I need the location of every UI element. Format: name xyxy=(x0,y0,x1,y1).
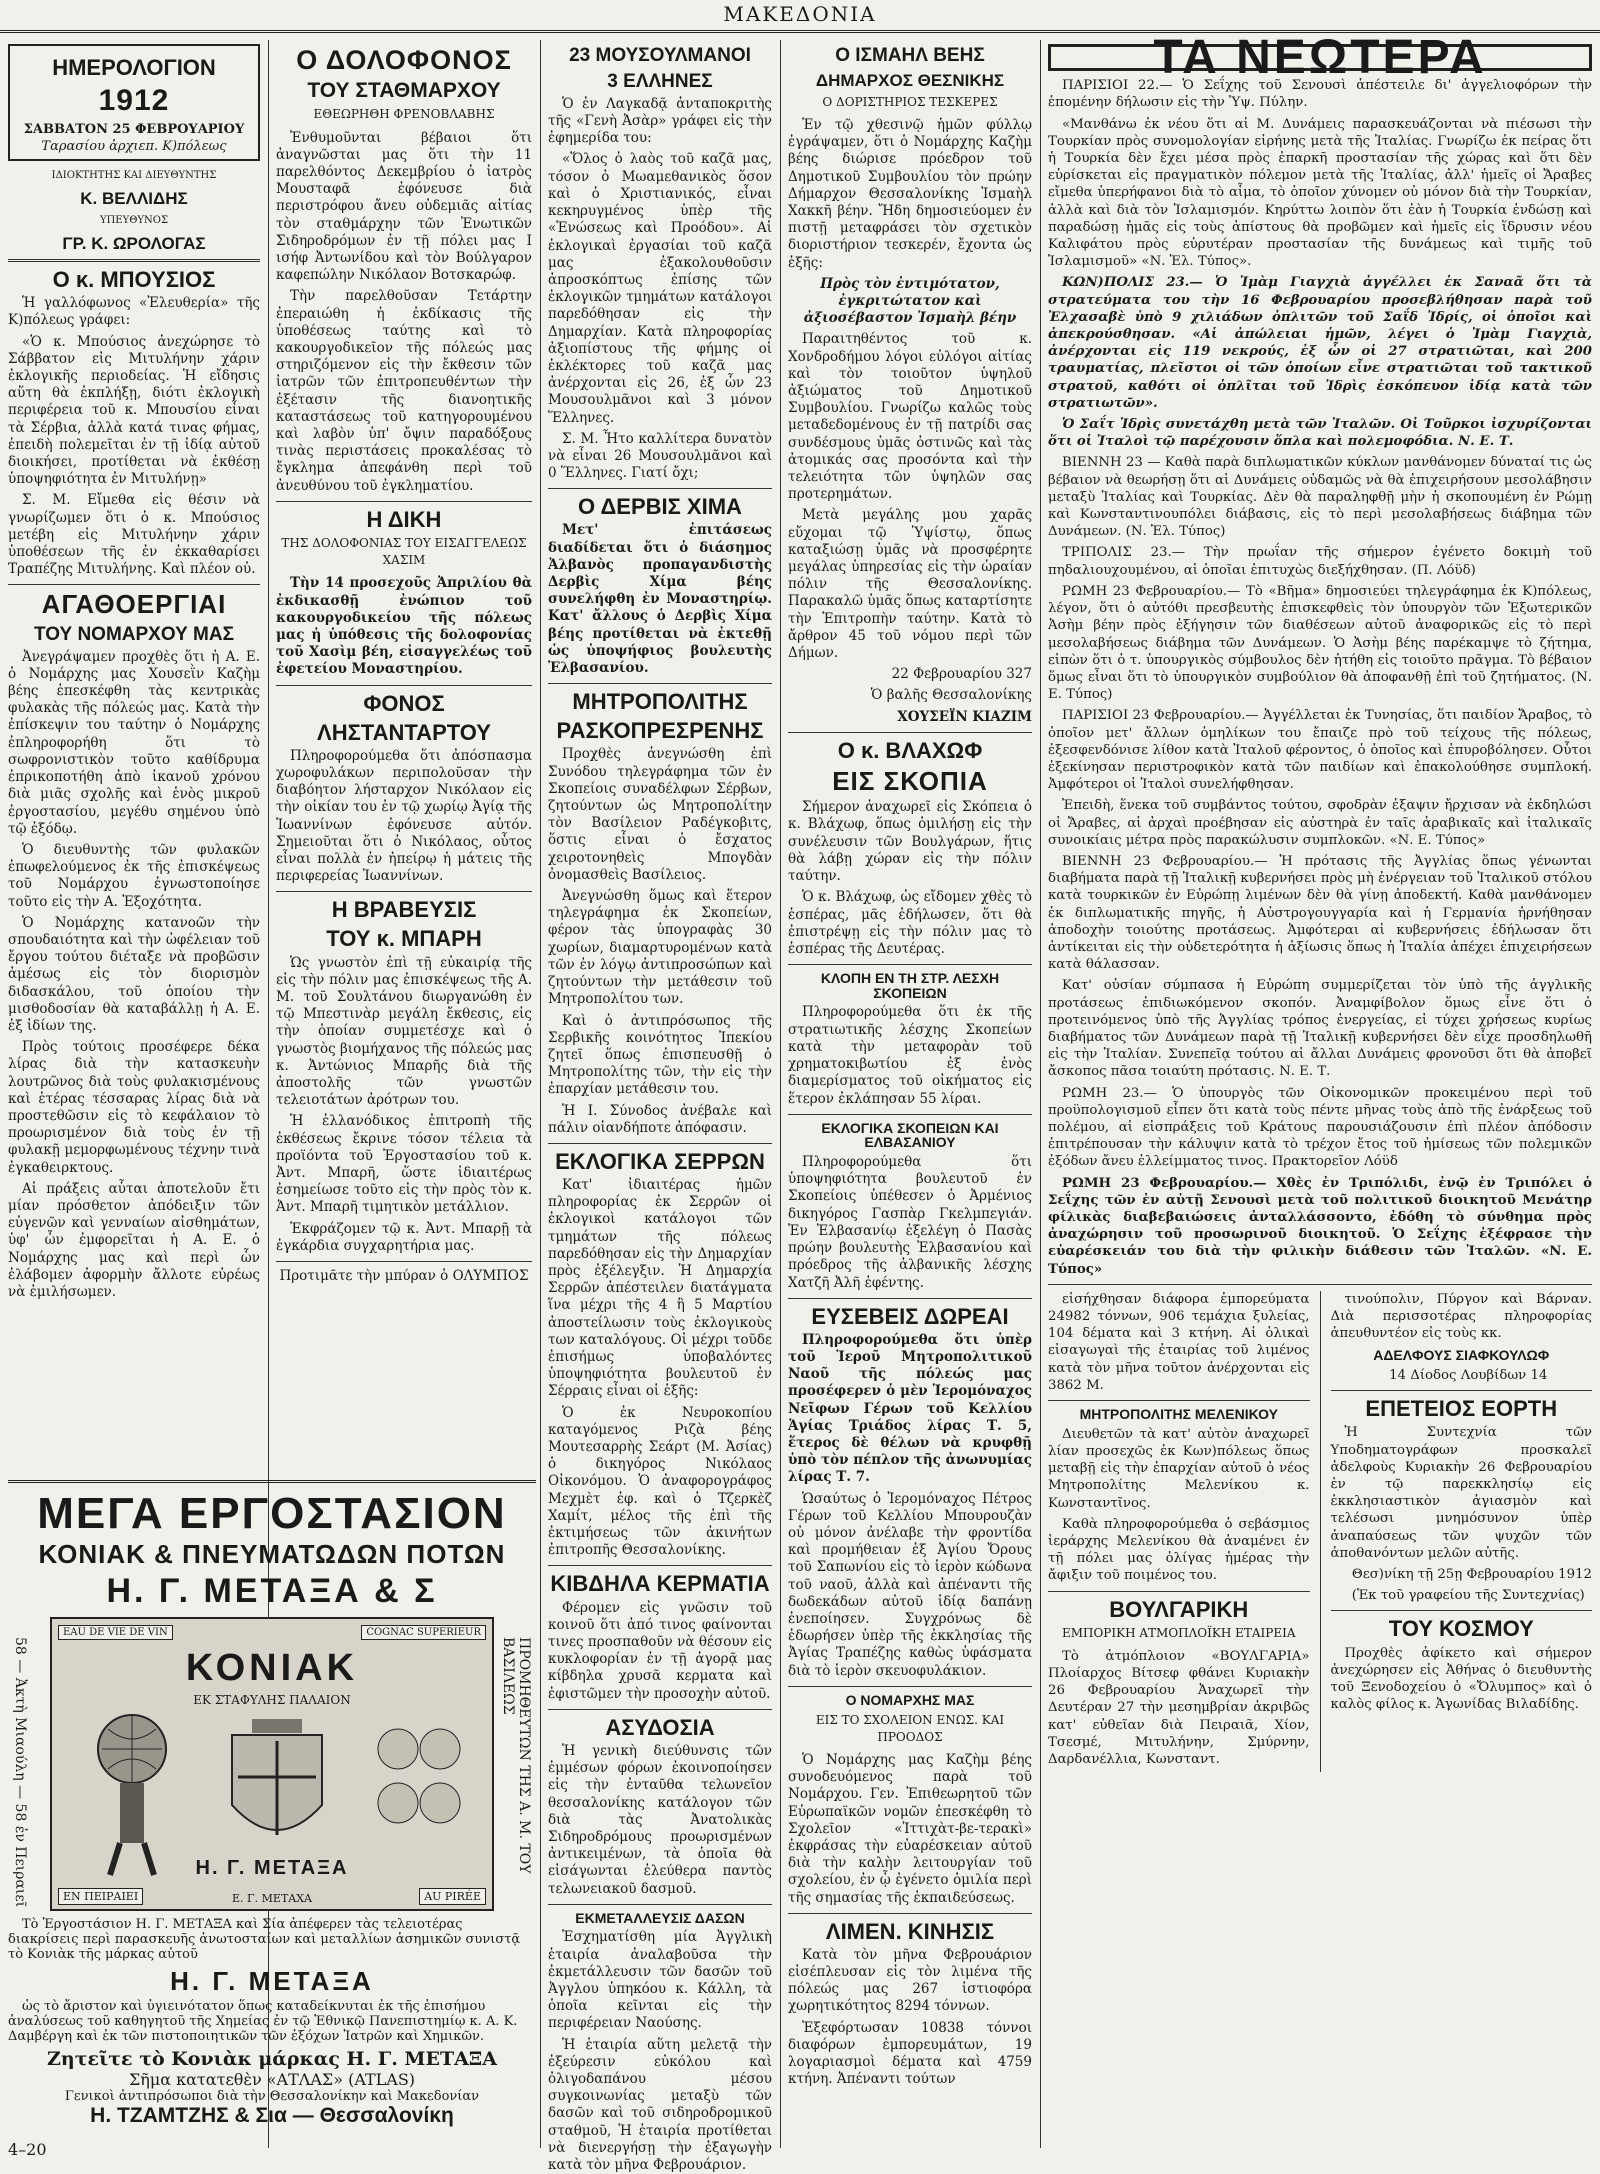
article-subheading: ΛΗΣΤΑΝΤΑΡΤΟΥ xyxy=(317,719,491,745)
column-4 xyxy=(788,40,1032,2150)
owner-label: ΙΔΙΟΚΤΗΤΗΣ ΚΑΙ ΔΙΕΥΘΥΝΤΗΣ xyxy=(51,170,217,181)
article-paragraph: «Ὅλος ὁ λαὸς τοῦ καζᾶ μας, τόσον ὁ Μωαμεθανικὸς ὅσον καὶ ὁ Χριστιανικός, εἶναι κεκηρυγμένος ὑπὲρ τῆς «Ἑνώσεως καὶ Προόδου». Αἱ ἐκλογικαὶ ἐργασίαι τοῦ καζᾶ μας ἐξακολουθοῦσιν ἀπροσκόπτως ἐπίσης τῶν ἐκλογικῶν τμημάτων κατάλογοι παρεδόθησαν εἰς τὴν Δημαρχίαν. Κατὰ πληροφορίας ἀξιοπίστους τῆς φήμης οἱ ἐκλέκτορες τοῦ καζᾶ μας ἀνέρχονται εἰς 26, ἐξ ὧν 23 Μουσουλμᾶνοι καὶ 3 μόνον Ἕλληνες. xyxy=(548,151,772,426)
article-paragraph: Μετὰ μεγάλης μου χαρᾶς εὔχομαι τῷ Ὑψίστῳ, ὅπως καταξιώσῃ ὑμᾶς νὰ προσφέρητε μεγάλας ὑπηρεσίας εἰς τὴν ὡραίαν πόλιν τῆς Θεσσαλονίκης. Παρακαλῶ ὑμᾶς ὅπως καταρτίσητε τὴν Ἐπιτροπὴν ταύτην. Κατὰ τὸ ἄρθρον 45 τοῦ νόμου περὶ τῶν Δήμων. xyxy=(788,507,1032,662)
label-corner-left: EAU DE VIE DE VIN xyxy=(58,1625,173,1640)
article-paragraph: Καὶ ὁ ἀντιπρόσωπος τῆς Σερβικῆς κοινότητος Ἰπεκίου ζητεῖ ὅπως ἐπισπευσθῇ ὁ Μητροπολίτης τῶν, τὴν εἰς τὴν ἐπαρχίαν μετάθεσιν του. xyxy=(548,1012,772,1098)
ad-agent-name: Η. ΤΖΑΜΤΖΗΣ & Σια — Θεσσαλονίκη xyxy=(90,2104,454,2128)
article-tagline: ΕΜΠΟΡΙΚΗ ΑΤΜΟΠΛΟΪΚΗ ΕΤΑΙΡΕΙΑ xyxy=(1061,1625,1296,1640)
article-paragraph: Ἐκφράζομεν τῷ κ. Ἀντ. Μπαρῇ τὰ ἐγκάρδια συγχαρητήρια μας. xyxy=(276,1220,532,1254)
article-paragraph: Ὁ Νομάρχης κατανοῶν τὴν σπουδαιότητα καὶ τὴν ὠφέλειαν τοῦ ἔργου τούτου διέταξε νὰ προβῶσιν ἀμέσως εἰς τὸν διορισμὸν διδασκάλου, τοῦ ὁποίου τὴν μισθοδοσίαν θὰ καταβάλλῃ ἡ Α. Ε. ἐξ ἰδίων της. xyxy=(8,914,260,1034)
editor-name: ΓΡ. Κ. ΩΡΟΛΟΓΑΣ xyxy=(62,234,206,254)
ad-body: ὡς τὸ ἄριστον καὶ ὑγιεινότατον ὅπως καταδείκνυται ἐκ τῆς ἐπισήμου ἀναλύσεως τοῦ καθηγητοῦ τῆς Χημείας ἐν τῷ Ἐθνικῷ Πανεπιστημίῳ κ. Α. Κ. Δαμβέργη καὶ ἐκ τῶν πιστοποιητικῶν τῶν ἐξόχων Ἰατρῶν καὶ Χημικῶν. xyxy=(8,1999,518,2045)
ad-body: Τὸ Ἐργοστάσιον Η. Γ. ΜΕΤΑΞΑ καὶ Σία ἀπέφερεν τὰς τελειοτέρας διακρίσεις περὶ παρασκευῆς ἀνωτοσταίων καὶ μεταλλίων ἀσημικῶν συνιστᾷ τὸ Κονιὰκ τῆς μάρκας αὐτοῦ xyxy=(8,1917,521,1962)
calendar-box xyxy=(8,44,260,161)
article-paragraph: Πρὸς τούτοις προσέφερε δέκα λίρας διὰ τὴν κατασκευὴν λουτρῶνος διὰ τοὺς φυλακισμένους καὶ ἑτέρας τέσσαρας λίρας διὰ νὰ προστεθῶσιν εἰς τὸ κεφάλαιον τὸ προωρισμένον διὰ τοὺς ἐν τῇ φυλακῇ μεμορφωμένους τέχνην τινὰ ἐγκαθειρκτους. xyxy=(8,1039,260,1176)
news-item: εἰσήχθησαν διάφορα ἐμπορεύματα 24982 τόννων, 906 τεμάχια ξυλείας, 104 δέματα καὶ 3 κτήνη. Αἱ ὁλικαὶ εἰσαγωγαὶ τῆς ἐταιρίας τοῦ λιμένος κατὰ τὸν μῆνα τοῦτον ἀνέρχονται εἰς 3862 Μ. xyxy=(1048,1291,1310,1393)
article-paragraph: Πληροφορούμεθα ὅτι ἐκ τῆς στρατιωτικῆς λέσχης Σκοπείων κατὰ τὴν μεταφορὰν τοῦ χρηματοκιβωτίου ἐξ ἑνὸς διαμερίσματος τοῦ οἰκήματος εἰς ἕτερον ἐκλάπησαν 55 λίραι. xyxy=(788,1004,1032,1107)
article-paragraph: Προχθὲς ἀφίκετο καὶ σήμερον ἀνεχώρησεν εἰς Ἀθήνας ὁ διευθυντὴς τοῦ Ξενοδοχείου ὁ «Ὄλυμπος» καὶ ὁ καλὸς φίλος κ. Ἀγωνίδας Βιλαδίδης. xyxy=(1330,1645,1592,1713)
ad-agents: Γενικοὶ ἀντιπρόσωποι διὰ τὴν Θεσσαλονίκην καὶ Μακεδονίαν xyxy=(64,2089,480,2105)
column-1 xyxy=(8,40,260,1470)
editor-label: ΥΠΕΥΘΥΝΟΣ xyxy=(99,215,169,227)
ad-ask: Ζητεῖτε τὸ Κονιὰκ μάρκας Η. Γ. ΜΕΤΑΞΑ xyxy=(47,2048,497,2071)
column-rule xyxy=(540,40,541,2148)
column-rule xyxy=(1040,40,1041,2148)
article-paragraph: Ὡς γνωστὸν ἐπὶ τῇ εὐκαιρίᾳ τῆς εἰς τὴν πόλιν μας ἐπισκέψεως τῆς Α. Μ. τοῦ Σουλτάνου διωργανώθη ἐν τῷ Μπεστινὰρ μεγάλη ἔκθεσις, εἰς τὴν ὁποίαν συμμετέσχε καὶ ὁ γνωστὸς βιομήχανος τῆς πόλεώς μας κ. Ἀντώνιος Μπαρῆς διὰ τῆς ἀποστολῆς τῶν γνωστῶν τελειοτάτων ἀρότρων του. xyxy=(276,954,532,1109)
article-heading: ΑΓΑΘΟΕΡΓΙΑΙ xyxy=(41,589,227,620)
label-bottom-right: AU PIRÉE xyxy=(419,1888,486,1905)
masthead: ΜΑΚΕΔΟΝΙΑ xyxy=(0,0,1600,33)
article-paragraph: Καθὰ πληροφορούμεθα ὁ σεβάσμιος ἱεράρχης Μελενίκου θὰ ἀναμένει ἐν τῇ πόλει μας ὀλίγας ἡμέρας τὴν ἄφιξιν τοῦ ποιμένος του. xyxy=(1048,1516,1310,1584)
article-paragraph: Σ. Μ. Ἦτο καλλίτερα δυνατὸν νὰ εἶναι 26 Μουσουλμᾶνοι καὶ 0 Ἕλληνες. Γιατί ὄχι; xyxy=(548,430,772,482)
article-heading: Ο κ. ΜΠΟΥΣΙΟΣ xyxy=(52,267,216,293)
atlas-figure-icon xyxy=(72,1709,192,1879)
article-paragraph: Φέρομεν εἰς γνῶσιν τοῦ κοινοῦ ὅτι ἀπό τινος φαίνονται τινες προσπαθοῦν νὰ θέσουν εἰς κυκλοφορίαν ἐν τῇ ἀγορᾷ μας κίβδηλα χρυσᾶ κερματα καὶ ἐφιστῶμεν τὴν προσοχὴν αὐτοῦ. xyxy=(548,1599,772,1702)
news-item: ΠΑΡΙΣΙΟΙ 22.— Ὁ Σεΐχης τοῦ Σενουσὶ ἀπέστειλε δι' ἀγγελιοφόρων τὴν ἑπομένην δήλωσιν εἰς τὴν Ὑψ. Πύλην. xyxy=(1048,78,1592,111)
bottom-left xyxy=(1048,1291,1310,1772)
news-item: ΠΑΡΙΣΙΟΙ 23 Φεβρουαρίου.— Ἀγγέλλεται ἐκ Τυνησίας, ὅτι παιδίον Ἄραβος, τὸ ὁποῖον μετ' ἄλλων ὁμηλίκων του ἔπαιζε πρὸ τοῦ τείχους τῆς πόλεως, ἐξεσφενδόνισε λίθον κατὰ Ἰταλοῦ φέροντος, ὁ ὁποῖος καὶ ἐπυροβόλησεν. Οὗτοι ἐξεκίνησαν περιστροφικὸν κατὰ τῶν παιδίων καὶ ἐπακολούθησε συμπλοκή. Ἀμφότεροι οἱ Ἰταλοὶ συνελήφθησαν. xyxy=(1048,708,1592,793)
article-date: Θεσ)νίκη τῇ 25ῃ Φεβρουαρίου 1912 xyxy=(1351,1567,1592,1583)
news-item: ΒΙΕΝΝΗ 23 — Καθὰ παρὰ διπλωματικῶν κύκλων μανθάνομεν δύναταί τις ὡς βέβαιον νὰ θεωρήσῃ ὅτι αἱ Δυνάμεις οὐδαμῶς νὰ θὰ ἐπιχειρήσουν μεσολάβησιν μεταξὺ Ἰταλίας καὶ Τουρκίας. Δὲν θὰ παραληφθῇ μὴν ἡ σκοπουμένη ἐν Ρώμῃ καὶ Κωνσταντινουπόλει διάβασις, εἰς τὸ περὶ μεσολαβήσεως διάβημα τῶν Δυνάμεων. (Ν. Ἐλ. Τύπος) xyxy=(1048,455,1592,540)
label-maker: Η. Γ. ΜΕΤΑΞΑ xyxy=(195,1857,349,1879)
article-heading: ΜΗΤΡΟΠΟΛΙΤΗΣ xyxy=(572,689,748,715)
beer-notice: Προτιμᾶτε τὴν μπύραν ὁ ΟΛΥΜΠΟΣ xyxy=(279,1268,529,1285)
article-heading: ΒΟΥΛΓΑΡΙΚΗ xyxy=(1109,1596,1249,1622)
article-heading: Η ΔΙΚΗ xyxy=(366,506,442,532)
article-paragraph: Ὡσαύτως ὁ Ἱερομόναχος Πέτρος Γέρων τοῦ Κελλίου Μπουρουζὰν οὐ μόνον ἀνέλαβε τὴν φροντίδα καὶ προμήθειαν ἐξ Ἀγίου Ὄρους τοῦ Σαπωνίου εἰς τὸ ἱερὸν κώδωνα τοῦ ναοῦ, ἀλλὰ καὶ ἀπέναντι τῆς δωδεκάδων αὐτοῦ ἰδίᾳ δαπάνῃ ἐνεποίησεν. Συγχρόνως δὲ ἐδωρήσεν ὑπὲρ τῆς ἐκκλησίας τῆς Ἀγίας Τραπέζης καθὼς ὑφάσματα διὰ τὸ ἱερὸν σκευοφυλάκιον. xyxy=(788,1490,1032,1679)
article-heading: Ο ΙΣΜΑΗΛ ΒΕΗΣ xyxy=(835,45,985,66)
ad-maker: Η. Γ. ΜΕΤΑΞΑ & Σ xyxy=(106,1572,438,1610)
article-heading: Ο ΝΟΜΑΡΧΗΣ ΜΑΣ xyxy=(845,1691,975,1708)
ad-subtitle: ΚΟΝΙΑΚ & ΠΝΕΥΜΑΤΩΔΩΝ ΠΟΤΩΝ xyxy=(38,1539,506,1569)
news-item: Ἐπειδὴ, ἕνεκα τοῦ συμβάντος τούτου, σφοδρὰν ἐξαψιν ἤρχισαν νὰ ἐκδηλώσι οἱ Ἄραβες, αἱ ἀρχαὶ προέβησαν εἰς αὐστηρὰ ἐν ταῖς ἀραβικαῖς καὶ ἰταλικαῖς συνοικίαις μέτρα πρὸς παρακώλυσιν συμπλοκῶν. «Ν. Ε. Τύπος» xyxy=(1048,798,1592,848)
article-paragraph: Πληροφορούμεθα ὅτι ἀπόσπασμα χωροφυλάκων περιπολοῦσαν τὴν διαβόητον λήσταρχον Νικόλαον εἰς τὴν οἰκίαν του ἐν τῷ χωρίῳ Ἀγίᾳ τῆς Ἰωαννίνων ἐφόνευσε αὐτόν. Σημειοῦται ὅτι ὁ Νικόλαος, οὗτος εἶναι πολλὰ ἐν ἠπείρῳ ἡ μάτεις τῆς περιφερείας Ἰωαννίνων. xyxy=(276,747,532,885)
article-subheading: ΔΗΜΑΡΧΟΣ ΘΕΣΝΙΚΗΣ xyxy=(815,70,1005,90)
label-bottom-mid: Ε. Γ. ΜΕΤΑΧΑ xyxy=(232,1892,312,1905)
news-item: ΡΩΜΗ 23 Φεβρουαρίου.— Χθὲς ἐν Τριπόλιδι, ἐνῷ ἐν Τριπόλει ὁ Σεΐχης τῶν ἐν αὐτῇ Σενουσὶ μετὰ τοῦ πολιτικοῦ διοικητοῦ Μενάτηρ φίλικὰς διαβεβαιώσεις ἀνταλλάσσοντο, ἐδόθη τὸ σύνθημα πρὸς ἀναχώρησιν τοῦ προσωρινοῦ διοικητοῦ. Ὁ Σεΐχης ἐξέφρασε τὴν εὐαρέσκειάν του διὰ τὴν φιλικὴν διάθεσιν τῶν Ἰταλῶν. «Ν. Ε. Τύπος» xyxy=(1048,1175,1592,1277)
article-paragraph: τινούπολιν, Πύργον καὶ Βάρναν. Διὰ περισσοτέρας πληροφορίας ἀπευθυντέον εἰς τοὺς κκ. xyxy=(1330,1291,1592,1342)
article-paragraph: Πρὸς τὸν ἐντιμότατον, ἐγκριτώτατον καὶ ἀξιοσέβαστον Ἰσμαὴλ βέην xyxy=(803,275,1017,327)
article-heading: ΑΣΥΔΟΣΙΑ xyxy=(605,1714,715,1740)
article-heading: 23 ΜΟΥΣΟΥΛΜΑΝΟΙ xyxy=(569,45,751,66)
article-paragraph: Ἐνθυμοῦνται βέβαιοι ὅτι ἀναγνῶσται μας ὅτι τὴν 11 παρελθόντος Δεκεμβρίου ὁ ἰατρὸς Μουσταφᾶ ἐφόνευσε διὰ περιστρόφου ἄνευ οὐδεμιᾶς αἰτίας τὸν σταθμάρχην τῶν Ἐνωτικῶν Σιδηροδρόμων ἐν τῇ πόλει μας Ι ισήφ Ἀντωνίδου καὶ τὸν Βούλγαρον καφεπώλην Νικόλαον Βοτσκαρώφ. xyxy=(276,129,532,284)
article-paragraph: 14 Δίοδος Λουβίδων 14 xyxy=(1389,1368,1548,1384)
label-bottom-left: ΕΝ ΠΕΙΡΑΙΕΙ xyxy=(58,1888,143,1905)
article-subheading: ΕΙΣ ΣΚΟΠΙΑ xyxy=(832,765,988,796)
article-tagline: ΕΘΕΩΡΗΘΗ ΦΡΕΝΟΒΛΑΒΗΣ xyxy=(313,107,495,122)
coat-of-arms-icon xyxy=(212,1715,342,1865)
article-paragraph: Τὴν 14 προσεχοῦς Ἀπριλίου θὰ ἐκδικασθῇ ἐνώπιον τοῦ κακουργοδικείου τῆς πόλεως μας ἡ ὑπόθεσις τῆς δολοφονίας τοῦ Χασὶμ βέη, εἰσαγγελέως τοῦ ἐφετείου Μοναστηρίου. xyxy=(276,575,532,678)
label-corner-right: COGNAC SUPERIEUR xyxy=(361,1625,486,1640)
article-paragraph: Σ. Μ. Εἴμεθα εἰς θέσιν νὰ γνωρίζωμεν ὅτι ὁ κ. Μπούσιος μετέβη εἰς Μιτυλήνην χάριν ὑποθέσεων τῆς ἐν ἐκκαθαρίσει Τραπέζης Μιτυλήνης. Καὶ πλέον οὐ. xyxy=(8,492,260,578)
article-subheading: ΤΟΥ ΣΤΑΘΜΑΡΧΟΥ xyxy=(307,79,501,103)
article-paragraph: Πληροφορούμεθα ὅτι ὑποψηφιότητα βουλευτοῦ ἐν Σκοπείοις ὑπέθεσεν ὁ Ἀρμένιος δικηγόρος Γασπὰρ Γκελμπεγιάν. Ἐν Ἐλβασανίῳ ἐξελέγη ὁ Πασὰς πρώην βουλευτὴς Ἐλβασανίου καὶ πρόεδρος τῆς ἀλβανικῆς λέσχης Χατζῆ Ἀλῆ ἐφέντης. xyxy=(788,1154,1032,1291)
article-heading: ΚΛΟΠΗ ΕΝ ΤΗ ΣΤΡ. ΛΕΣΧΗ ΣΚΟΠΕΙΩΝ xyxy=(820,970,1000,1001)
ad-address-vertical: 58 — Ἀκτὴ Μιαούλη — 58 ἐν Πειραιεῖ xyxy=(12,1637,28,1908)
article-paragraph: Ἐσχηματίσθη μία Ἀγγλικὴ ἑταιρία ἀναλαβοῦσα τὴν ἐκμετάλλευσιν τῶν δασῶν τοῦ Ἀγγλου ὑπηκόου κ. Κάλλη, τὰ ὁποῖα κεῖνται εἰς τὴν περιφέρειαν Ναούσης. xyxy=(548,1929,772,2032)
article-paragraph: Παραιτηθέντος τοῦ κ. Χονδροδήμου λόγοι εὐλόγοι αἰτίας καὶ τὸν τοιοῦτον ὑψηλοῦ ἀξιώματος τοῦ Δημοτικοῦ Συμβουλίου. Γνωρίζω καλῶς τοὺς μεταδεδομένους ἐν τῇ πατρίδι σας συνδέσμους ὑμᾶς ὀστινῶς καὶ τὰς ἀτομικάς σας προσόντα καὶ τὴν τελειότητα τῶν ὑψηλῶν σας προτερημάτων. xyxy=(788,331,1032,503)
article-signature-title: Ὁ βαλῆς Θεσσαλονίκης xyxy=(870,687,1032,704)
article-heading: ΕΥΣΕΒΕΙΣ ΔΩΡΕΑΙ xyxy=(811,1303,1009,1329)
article-heading: Ο κ. ΒΛΑΧΩΦ xyxy=(837,737,983,763)
column-rule xyxy=(780,40,781,2148)
news-item: ΡΩΜΗ 23.— Ὁ ὑπουργὸς τῶν Οἰκονομικῶν προκειμένου περὶ τοῦ προϋπολογισμοῦ εἶπεν ὅτι κατὰ τοὺς πέντε μῆνας τοὺς ἀπὸ τῆς ἐνάρξεως τοῦ πολέμου, αἱ εἰσπράξεις τοῦ Κράτους παρουσιάζουσιν ἐπὶ πλέον ἀπόδοσιν ἐπιτρέπουσαν τὴν κάλυψιν κατὰ τὸ τρέχον ἔτος τοῦ ἡμίσεως τῶν πολεμικῶν ἐξόδων ἄνευ ἐλλείμματος τινος. Πρακτορεῖον Λόϋδ xyxy=(1048,1085,1592,1170)
ad-title: ΜΕΓΑ ΕΡΓΟΣΤΑΣΙΟΝ xyxy=(37,1489,507,1538)
bottom-right xyxy=(1331,1291,1593,1772)
article-paragraph: Τὴν παρελθοῦσαν Τετάρτην ἐπεραιώθη ἡ ἐκδίκασις τῆς ὑποθέσεως ταύτης καὶ τὸ κακουργοδικεῖον τῆς πόλεώς μας στηριζόμενον εἰς τὴν ἔκθεσιν τῶν ἰατρῶν τῶν ἐπιτροπευθέντων τὴν ἐξέτασιν τῆς διανοητικῆς καταστάσεως τοῦ κατηγορουμένου καὶ λαβὸν ὑπ' ὄψιν παραδόξους τινὰς περιστάσεις προκαλέσας τὸ ἔγκλημα ἀπεφάνθη περὶ τοῦ ἀνευθύνου τοῦ ἐγκληματίου. xyxy=(276,288,532,494)
owner-name: Κ. ΒΕΛΛΙΔΗΣ xyxy=(80,189,188,209)
article-paragraph: Ὁ διευθυντὴς τῶν φυλακῶν ἐπωφελούμενος ἐκ τῆς ἐπισκέψεως τοῦ Νομάρχου ἐγνωστοποίησε τοῦτο εἰς τὴν Α. Ἐξοχότητα. xyxy=(8,841,260,910)
article-tagline: ΤΗΣ ΔΟΛΟΦΟΝΙΑΣ ΤΟΥ ΕΙΣΑΓΓΕΛΕΩΣ ΧΑΣΙΜ xyxy=(281,535,527,568)
article-paragraph: Ἡ ἑταιρία αὕτη μελετᾷ τὴν ἐξεύρεσιν εὐκόλου καὶ ὀλιγοδαπάνου μέσου συγκοινωνίας μεταξὺ τῶν δασῶν καὶ τοῦ σιδηροδρομικοῦ σταθμοῦ, Ἡ ἑταιρία προτίθεται νὰ διενεργήσῃ τὴν ἐξαγωγὴν κατὰ τὸν μῆνα Φεβρουάριον. xyxy=(548,2036,772,2174)
ad-maker-repeat: Η. Γ. ΜΕΤΑΞΑ xyxy=(170,1966,374,1996)
article-heading: ΦΟΝΟΣ xyxy=(363,690,445,716)
article-signature: ΧΟΥΣΕΪΝ ΚΙΑΖΙΜ xyxy=(897,708,1032,725)
metaxa-advertisement xyxy=(8,1480,536,2153)
article-heading: ΤΟΥ ΚΟΣΜΟΥ xyxy=(1388,1616,1534,1642)
article-paragraph: Ὁ κ. Βλάχωφ, ὡς εἴδομεν χθὲς τὸ ἑσπέρας, μᾶς ἐδήλωσεν, ὅτι θὰ ἐπιστρέψῃ εἰς τὴν πόλιν μας τὸ ἑσπέρας τῆς Δευτέρας. xyxy=(788,889,1032,957)
article-subheading: 3 ΕΛΛΗΝΕΣ xyxy=(607,70,713,92)
article-tagline: Ο ΔΟΡΙΣΤΗΡΙΟΣ ΤΕΣΚΕΡΕΣ xyxy=(822,94,998,109)
article-paragraph: Ἐν τῷ χθεσινῷ ἡμῶν φύλλῳ ἐγράψαμεν, ὅτι ὁ Νομάρχης Καζὴμ βέης διώρισε πρόεδρον τοῦ Δημοτικοῦ Συμβουλίου τὸν πρώην Δήμαρχον Θεσσαλονίκης Ἰσμαὴλ Χακκῆ βέην. Ἤδη δημοσιεύομεν ἐν πιστῇ μεταφράσει τὸν σχετικὸν διοριστήριον τεσκερέν, ἔχοντα ὡς ἑξῆς: xyxy=(788,116,1032,271)
label-subtitle: ΕΚ ΣΤΑΦΥΛΗΣ ΠΑΛΑΙΟΝ xyxy=(193,1693,351,1707)
article-paragraph: Ἡ Ι. Σύνοδος ἀνέβαλε καὶ πάλιν οἱανδήποτε ἀπόφασιν. xyxy=(548,1102,772,1136)
article-paragraph: Πληροφορούμεθα ὅτι ὑπὲρ τοῦ Ἱεροῦ Μητροπολιτικοῦ Ναοῦ τῆς πόλεώς μας προσέφερεν ὁ μὲν Ἱερομόναχος Νεῖφων Γέρων τοῦ Κελλίου Ἁγίας Τριάδος λίρας Τ. 5, ἕτερος δὲ θέλων νὰ κρυφθῇ ὑπὸ τὸν πέπλον τῆς ἀνωνυμίας λίρας Τ. 7. xyxy=(788,1331,1032,1486)
calendar-saint: Ταρασίου ἀρχιεπ. Κ)πόλεως xyxy=(41,138,227,154)
article-paragraph: Κατὰ τὸν μῆνα Φεβρουάριον εἰσέπλευσαν εἰς τὸν λιμένα τῆς πόλεώς μας 267 ἱστιοφόρα χωρητικότητος 8294 τόννων. xyxy=(788,1946,1032,2015)
article-paragraph: Προχθὲς ἀνεγνώσθη ἐπὶ Συνόδου τηλεγράφημα τῶν ἐν Σκοπείοις συναδέλφων Σέρβων, ζητούντων ὡς Μητροπολίτην τὸν Βασίλειον Ραδέγκοβιτς, ὅστις εἶναι ὁ ἔσχατος χειροτονηθεὶς Μπογδὰν ὀνομασθεὶς Βασίλειος. xyxy=(548,746,772,883)
article-heading: ΕΚΛΟΓΙΚΑ ΣΚΟΠΕΙΩΝ ΚΑΙ ΕΛΒΑΣΑΝΙΟΥ xyxy=(821,1119,999,1151)
column-3 xyxy=(548,40,772,2174)
article-heading: Ο ΔΟΛΟΦΟΝΟΣ xyxy=(296,45,512,75)
latest-news-title: ΤΑ ΝΕΩΤΕΡΑ xyxy=(1048,44,1592,71)
article-paragraph: Ἐξεφόρτωσαν 10838 τόννοι διαφόρων ἐμπορευμάτων, 19 λογαριασμοὶ δέματα καὶ 4759 κτήνη. Ἀπέναντι τούτων xyxy=(788,2019,1032,2088)
calendar-year: 1912 xyxy=(98,84,170,118)
medals-icon xyxy=(368,1719,468,1859)
article-heading: ΑΔΕΛΦΟΥΣ ΣΙΑΦΚΟΥΛΩΦ xyxy=(1373,1347,1550,1364)
article-paragraph: «Ὁ κ. Μπούσιος ἀνεχώρησε τὸ Σάββατον εἰς Μιτυλήνην χάριν ἐκλογικῆς περιοδείας. Ἡ εἴδησις αὕτη θὰ ἐκπλήξῃ, διότι ἐκλογικὴ περιφέρεια τοῦ κ. Μπουσίου εἶναι τὰ Σέρβια, ἀλλὰ κατά τινας φήμας, ἐπειδὴ πολεμεῖται ἐν τῇ ἰδίᾳ αὐτοῦ διοικήσει, προτίθεται νὰ ἐκθέσῃ ὑποψηφιότητα ἐν Μιτυλήνῃ» xyxy=(8,333,260,488)
calendar-date: ΣΑΒΒΑΤΟΝ 25 ΦΕΒΡΟΥΑΡΙΟΥ xyxy=(23,121,245,137)
article-paragraph: Διευθετῶν τὰ κατ' αὐτὸν ἀναχωρεῖ λίαν προσεχῶς ἐκ Κων)πόλεως ὅπως μεταβῇ εἰς τὴν ἐπαρχίαν αὐτοῦ ὁ νέος Μητροπολίτης Μελενίκου κ. Κωνσταντῖνος. xyxy=(1048,1426,1310,1511)
article-subheading: ΤΟΥ ΝΟΜΑΡΧΟΥ ΜΑΣ xyxy=(33,623,234,645)
article-heading: Ο ΔΕΡΒΙΣ ΧΙΜΑ xyxy=(578,494,742,520)
article-paragraph: Ἀνεγνώσθη ὅμως καὶ ἕτερον τηλεγράφημα ἐκ Σκοπείων, φέρον τὰς ὑπογραφὰς 30 χωρίων, διαμαρτυρομένων κατὰ τῶν ἐν λόγῳ ἀντιπροσώπων καὶ ζητούντων τὴν μετάθεσιν τοῦ Μητροπολίτου των. xyxy=(548,888,772,1008)
label-brand: ΚΟΝΙΑΚ xyxy=(185,1647,359,1689)
news-item: «Μανθάνω ἐκ νέου ὅτι αἱ Μ. Δυνάμεις παρασκευάζονται νὰ πιέσωσι τὴν Τουρκίαν πρὸς συνομολογίαν εἰρήνης μετὰ τῆς Ἰταλίας. Γνωρίζω ἐκ πείρας ὅτι ἡ Τουρκία δὲν ἔχει μέσα πρὸς ἐπαρκῆ προστασίαν τῆς χώρας καὶ ὅτι δὲν εὑρίσκεται εἰς πραγματικὸν πόλεμον μετὰ τῆς Ἰταλίας, ἀλλ' ἡμεῖς οἱ Ἄραβες εἴμεθα ὑπερήφανοι διὰ τὸ αἷμα, τὸ ὁποῖον χύνομεν οὐ μόνον διὰ τὴν Τουρκίαν, ἀλλὰ καὶ διὰ τὸν Ἰσλαμισμόν. Κηρύττω λοιπὸν ὅτι ἐὰν ἡ Τουρκία ἐνδώσῃ καὶ παραδώσῃ ἡμᾶς εἰς τοὺς ἀπίστους θὰ προβῶμεν καὶ ἡμεῖς εἰς ἵδρυσιν νέου Καλιφάτου πρὸς εὐρυτέραν προστασίαν τῆς δυνάμεως καὶ τιμῆς τοῦ Ἰσλαμισμοῦ» «Ν. Ἐλ. Τύπος». xyxy=(1048,116,1592,270)
article-heading: ΜΗΤΡΟΠΟΛΙΤΗΣ ΜΕΛΕΝΙΚΟΥ xyxy=(1079,1406,1278,1423)
news-item: ΒΙΕΝΝΗ 23 Φεβρουαρίου.— Ἡ πρότασις τῆς Ἀγγλίας ὅπως γένωνται διαβήματα παρὰ τῇ Ἰταλικῇ κυβερνήσει πρὸς μὴ ἐνέργειαν τοῦ Ἰταλικοῦ στόλου κατὰ τουρκικῶν ἐν Εὐρώπῃ λιμένων δὲν θὰ γίνῃ ἀποδεκτή. Καθὰ μανθάνομεν ἐκ διπλωματικῆς πηγῆς, ἡ Αὐστρογουγγαρία καὶ ἡ Γερμανία ἠρνήθησαν ἀποδοχὴν τοιούτης προτάσεως. Ἀμφότεραι αἱ κυβερνήσεις ἐδήλωσαν ὅτι ἀντίκειται εἰς τὴν οὐδετερότητα ἡ ἀξίωσις ὅπως ἡ Ἰταλία ἀπέχει ἐπιχειρήσεων κατὰ θάλασσαν. xyxy=(1048,853,1592,973)
article-paragraph: Σήμερον ἀναχωρεῖ εἰς Σκόπεια ὁ κ. Βλάχωφ, ὅπως ὁμιλήσῃ εἰς τὴν συνέλευσιν τῶν Βουλγάρων, ἥτις θὰ λάβῃ χώραν εἰς τὴν πόλιν ταύτην. xyxy=(788,799,1032,885)
article-heading: ΕΚΜΕΤΑΛΛΕΥΣΙΣ ΔΑΣΩΝ xyxy=(575,1909,745,1926)
news-item: Κατ' οὐσίαν σύμπασα ἡ Εὐρώπη συμμερίζεται τὸν ὑπὸ τῆς ἀγγλικῆς προτάσεως ἐπιδιωκόμενον σκοπόν. Ἀναμφίβολον ὅμως εἶνε ὅτι ὁ προτεινόμενος ὑπὸ τῆς Ἀγγλίας τρόπος ἐνεργείας, εἰ τύχει χρήσεως κυρίως διαβήματος τῶν Δυνάμεων παρὰ τῇ Ἰταλικῇ κυβερνήσει δὲν εἶχε προσδηλωθῆ εἰς τὴν Ἰταλίαν. Συνεπεῖᾳ τούτου αἱ ἄλλαι Δυνάμεις φρονοῦσι ὅτι θὰ ἀποβεῖ ἄσκοπος πᾶσα τοιαύτη πρότασις. Ν. Ε. Τ. xyxy=(1048,978,1592,1080)
article-paragraph: Ἡ Συντεχνία τῶν Υποδηματογράφων προσκαλεῖ ἀδελφοὺς Κυριακὴν 26 Φεβρουαρίου ἐν τῷ παρεκκλησίῳ εἰς ἐκκλησιαστικὸν ἀγιασμὸν καὶ τελέσωσι μνημόσυνον ὑπὲρ ἀναπαύσεως τῶν ψυχῶν τῶν ἀποθανόντων μελῶν αὐτῆς. xyxy=(1330,1425,1592,1561)
article-heading: ΕΠΕΤΕΙΟΣ ΕΟΡΤΗ xyxy=(1365,1396,1558,1422)
news-item: Ὁ Σαΐτ Ἰδρὶς συνετάχθη μετὰ τῶν Ἰταλῶν. Οἱ Τοῦρκοι ἰσχυρίζονται ὅτι οἱ Ἰταλοὶ τῷ παρέχουσιν ὅπλα καὶ πολεμοφόδια. Ν. Ε. Τ. xyxy=(1048,417,1592,450)
article-paragraph: Ἀνεγράψαμεν προχθὲς ὅτι ἡ Α. Ε. ὁ Νομάρχης μας Χουσεῒν Καζὴμ βέης ἐπεσκέφθη τὰς κεντρικὰς φυλακὰς τῆς πόλεώς μας. Κατὰ τὴν ἐπίσκεψιν του ταύτην ὁ Νομάρχης ἐπληροφορήθη ὅτι τὸ σωφρονιστικὸν τοῦτο καθίδρυμα ἐπρικοποτήθη ἀπὸ ἱκανοῦ χρόνου διὰ μιᾶς σχολῆς καὶ ἑνὸς μικροῦ ἐργοστασίου, μεγέθυ σημένου ὑπὸ τῷ ἐξόδῳ. xyxy=(8,648,260,837)
cognac-label-illustration xyxy=(50,1617,494,1911)
article-subheading: ΤΟΥ κ. ΜΠΑΡΗ xyxy=(326,926,482,952)
column-5 xyxy=(1048,31,1592,2150)
article-paragraph: Ὁ ἐκ Νευροκοπίου καταγόμενος Ριζὰ βέης Μουτεσαρρὴς Σεάρτ (Μ. Ἀσίας) ὁ δικηγόρος Νικόλαος Οἰκονόμου. Ὁ ἀναφορογράφος Μεχμὲτ ἐφ. καὶ ὁ Τζερκὲζ Χαμίτ, μέλος τῆς ἐπὶ τῆς ἐκτιμήσεως τῶν ἀκινήτων ἐπιτροπῆς Θεσσαλονίκης. xyxy=(548,1404,772,1559)
article-heading: ΛΙΜΕΝ. ΚΙΝΗΣΙΣ xyxy=(825,1918,995,1944)
article-paragraph: Ὁ ἐν Λαγκαδᾷ ἀνταποκριτὴς τῆς «Γενὴ Ἀσὰρ» γράφει εἰς τὴν ἐφημερίδα του: xyxy=(548,95,772,147)
article-heading: Η ΒΡΑΒΕΥΣΙΣ xyxy=(331,897,477,923)
article-paragraph: Μετ' ἐπιτάσεως διαδίδεται ὅτι ὁ διάσημος Ἀλβανὸς προπαγανδιστὴς Δερβὶς Χίμα βέης συνελήφθη ἐν Μοναστηρίῳ. Κατ' ἄλλους ὁ Δερβὶς Χίμα βέης προτίθεται νὰ ἐκτεθῇ ὡς ὑποψήφιος βουλευτὴς Ἐλβασανίου. xyxy=(548,522,772,677)
bottom-split xyxy=(1048,1291,1592,1772)
ad-supplier-vertical: ΠΡΟΜΗΘΕΥΤΩΝ ΤΗΣ Α. Μ. ΤΟΥ ΒΑΣΙΛΕΩΣ xyxy=(500,1637,532,1874)
article-date: 22 Φεβρουαρίου 327 xyxy=(891,666,1032,683)
news-item: ΤΡΙΠΟΛΙΣ 23.— Τὴν πρωΐαν τῆς σήμερον ἐγένετο δοκιμὴ τοῦ πηδαλιουχουμένου, αἱ ὁποῖαι ἐπιτυχὼς διεξήχθησαν. (Π. Λόϋδ) xyxy=(1048,545,1592,578)
article-heading: ΚΙΒΔΗΛΑ ΚΕΡΜΑΤΙΑ xyxy=(550,1571,770,1597)
news-item: ΡΩΜΗ 23 Φεβρουαρίου.— Τὸ «Βῆμα» δημοσιεύει τηλεγράφημα ἐκ Κ)πόλεως, λέγον, ὅτι ὁ αὐτόθι πρεσβευτὴς ἐπισκεφθεὶς τὸν ὑπουργὸν τῶν Ἐξωτερικῶν Ἀσὴμ βέην πρὸς ἐξήγησιν τῶν διαθέσεων αὐτοῦ ἀναφορικῶς εἰς τὸ περὶ μεσολαβήσεως διάβημα τῶν Δυνάμεων. Ὁ Ἀσὴμ βέης παρέκαμψε τὸ ζήτημα, εἰπὼν ὅτι ὁ τ. ὑπουργικὸς σύμβουλος δὲν ἠτήθη εἰς τοιοῦτο πρᾶγμα. Τὸ βέβαιον ὅμως εἶναι ὅτι τὸ ὑπουργικὸν συμβούλιον θὰ ἀποφανθῇ ἐπὶ τοῦ ζητήματος. (Ν. Ε. Τύπος) xyxy=(1048,583,1592,703)
article-source: (Ἐκ τοῦ γραφείου τῆς Συντεχνίας) xyxy=(1351,1588,1585,1604)
article-paragraph: Αἱ πράξεις αὗται ἀποτελοῦν ἔτι μίαν πρόσθετον ἀπόδειξιν τῶν εὐγενῶν καὶ γενναίων αἰσθημάτων, ὑφ' ὧν ἐμφορεῖται ἡ Α. Ε. ὁ Νομάρχης μας καὶ περὶ ὧν ἐλάβομεν ἀφορμὴν ἄλλοτε εὐρέως νὰ ἐμιλήσωμεν. xyxy=(8,1180,260,1300)
article-tagline: ΕΙΣ ΤΟ ΣΧΟΛΕΙΟΝ ΕΝΩΣ. ΚΑΙ ΠΡΟΟΔΟΣ xyxy=(815,1712,1005,1744)
news-item: ΚΩΝ)ΠΟΛΙΣ 23.— Ὁ Ἰμὰμ Γιαγχιὰ ἀγγέλλει ἐκ Σαναᾶ ὅτι τὰ στρατεύματα του τὴν 16 Φεβρουαρίου προσεβλήθησαν παρὰ τοῦ Ἐλχασαβὲ ὑπὸ 9 χιλιάδων ὁπλιτῶν τοῦ Σαΐδ Ἰδρίς, οἱ ὁποῖοι καὶ ἀπεκρούσθησαν. «Αἱ ἀπώλειαι ἡμῶν, λέγει ὁ Ἰμὰμ Γιαγχιὰ, ἀνέρχονται εἰς 119 νεκρούς, ἐξ ὧν οἱ 27 στρατιῶται, καὶ 200 τραυματίας, πλεῖστοι οἱ τῶν ὁποίων εἶνε στρατιῶται τοῦ τακτικοῦ στρατοῦ, καθότι οἱ ὁπλῖται τοῦ Ἰδρὶς ἐσκόπευον ἰδίᾳ κατὰ τῶν στρατιωτῶν». xyxy=(1048,275,1592,411)
article-paragraph: Ὁ Νομάρχης μας Καζὴμ βέης συνοδευόμενος παρὰ τοῦ Νομάρχου. Γεν. Ἐπιθεωρητοῦ τῶν Εὐρωπαϊκῶν νομῶν ἐπεσκέφθη τὸ Σχολεῖον «Ἰττιχὰτ-βε-τερακὶ» ἐκφράσας τὴν εὐαρέσκειαν αὐτοῦ διὰ τὴν καλὴν λειτουργίαν τοῦ σχολείου, ἐν ᾧ ἐγένετο ὁμιλία περὶ τῆς σημασίας τῆς ἐκπαιδεύσεως. xyxy=(788,1751,1032,1906)
article-paragraph: Τὸ ἀτμόπλοιον «ΒΟΥΛΓΑΡΙΑ» Πλοίαρχος Βίτσεφ φθάνει Κυριακὴν 26 Φεβρουαρίου Ἀναχωρεῖ τὴν Δευτέραν 27 τὴν μεσημβρίαν ἀκριβῶς κατ' εὐθεῖαν διὰ Πειραιᾶ, Χίον, Τσεσμέ, Μιτυλήνην, Σμύρνην, Δαρδανέλλια, Κωνσταντ. xyxy=(1048,1648,1310,1768)
article-paragraph: Ἡ γενικὴ διεύθυνσις τῶν ἐμμέσων φόρων ἐκοινοποίησεν εἰς τὴν ἐνταῦθα τελωνεῖον θεσσαλονίκης κατάλογον τῶν διὰ τὰς Ἀνατολικὰς Σιδηροδρόμους προωρισμένων ἀντικειμένων, τὰ ὁποῖα θὰ εἰσάγωνται ἐλεύθερα παντὸς τελωνειακοῦ δασμοῦ. xyxy=(548,1742,772,1897)
article-paragraph: Ἡ γαλλόφωνος «Ἐλευθερία» τῆς Κ)πόλεως γράφει: xyxy=(8,295,260,329)
article-heading: ΕΚΛΟΓΙΚΑ ΣΕΡΡΩΝ xyxy=(555,1148,765,1174)
article-paragraph: Κατ' ἰδιαιτέρας ἡμῶν πληροφορίας ἐκ Σερρῶν οἱ ἐκλογικοὶ κατάλογοι τῶν τμημάτων τῆς πόλεως παρεδόθησαν εἰς τὴν Δημαρχίαν πρὸς ἐξέλεγξιν. Ἡ Δημαρχία Σερρῶν ἀπέστειλεν διατάγματα ἵνα μέχρι τῆς 4 ἢ 5 Μαρτίου ἀποστείλωσιν τοὺς ἐκλογικοὺς των καταλόγους. Οἱ μέχρι τοῦδε ἐπισήμως ὑποβαλόντες ὑποψηφιότητα βουλευτοῦ ἐν Σέρραις εἶναι οἱ ἑξῆς: xyxy=(548,1177,772,1400)
calendar-title: ΗΜΕΡΟΛΟΓΙΟΝ xyxy=(52,55,216,80)
column-2 xyxy=(276,40,532,1470)
ad-trademark: Σῆμα κατατεθὲν «ΑΤΛΑΣ» (ATLAS) xyxy=(128,2070,416,2090)
page-number: 4–20 xyxy=(8,2140,47,2159)
article-paragraph: Ἡ ἑλλανόδικος ἐπιτροπὴ τῆς ἐκθέσεως ἔκρινε τόσον τέλεια τὰ προϊόντα τοῦ Ἐργοστασίου τοῦ κ. Ἀντ. Μπαρῆ, ὥστε ἰδιαιτέρως ἐσημείωσε τοῦτο εἰς τὴν πρὸς τὸν κ. Ἀντ. Μπαρῆ τιμητικὸν μετάλλιον. xyxy=(276,1113,532,1216)
article-subheading: ΡΑΣΚΟΠΡΕΣΡΕΝΗΣ xyxy=(556,718,764,744)
